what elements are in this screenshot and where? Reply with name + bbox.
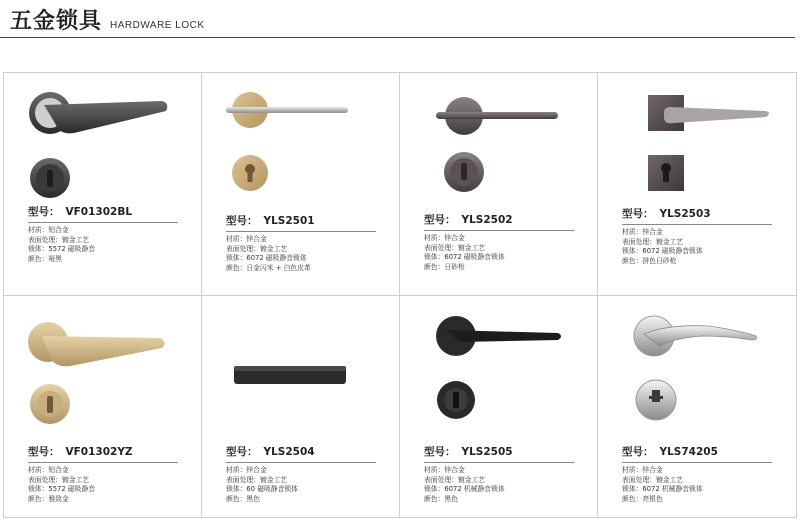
spec-lock-body: 锁体：6072 机械静音锁体 <box>622 485 703 494</box>
spec-material: 材质：锌合金 <box>622 466 663 474</box>
spec-surface: 表面处理：镀金工艺 <box>622 475 684 484</box>
spec-color: 颜色：哑黑 <box>28 254 62 263</box>
spec-lock-body: 锁体：6072 磁吸静音锁体 <box>226 254 307 263</box>
gunmetal-bar-handle-icon <box>400 73 598 213</box>
spec-material: 材质：锌合金 <box>424 234 465 242</box>
spec-color: 颜色：黑色 <box>424 494 458 503</box>
spec-lock-body: 锁体：6072 机械静音锁体 <box>424 485 505 494</box>
spec-color: 颜色：日金闪米 + 白色皮革 <box>226 263 311 272</box>
product-card[interactable] <box>400 73 598 296</box>
spec-color: 颜色：亮银色 <box>622 494 663 503</box>
gold-lever-handle-icon <box>4 296 202 436</box>
page-title: 五金锁具 <box>10 9 103 34</box>
spec-material: 材质：锌合金 <box>622 228 663 236</box>
page-subtitle: HARDWARE LOCK <box>110 20 205 31</box>
black-pull-handle-icon <box>202 296 400 436</box>
product-card[interactable] <box>598 73 796 296</box>
page-header <box>10 4 205 38</box>
spec-material: 材质：铝合金 <box>28 226 69 234</box>
model-number: 型号： YLS2503 <box>622 206 772 225</box>
spec-lock-body: 锁体：6072 磁吸静音锁体 <box>424 253 505 262</box>
spec-surface: 表面处理：镀金工艺 <box>622 237 684 246</box>
spec-surface: 表面处理：镀金工艺 <box>424 475 486 484</box>
spec-lock-body: 锁体：60 磁吸静音锁体 <box>226 485 298 494</box>
spec-material: 材质：锌合金 <box>424 466 465 474</box>
product-card[interactable] <box>4 296 202 518</box>
gold-bar-handle-icon <box>202 73 400 213</box>
spec-material: 材质：锌合金 <box>226 466 267 474</box>
product-grid <box>3 72 797 518</box>
spec-surface: 表面处理：镀金工艺 <box>28 235 90 244</box>
product-card[interactable] <box>4 73 202 296</box>
spec-color: 颜色：拼色日砂枪 <box>622 256 677 265</box>
spec-lock-body: 锁体：6072 磁吸静音锁体 <box>622 247 703 256</box>
spec-color: 颜色：黑色 <box>226 494 260 503</box>
spec-surface: 表面处理：镀金工艺 <box>424 243 486 252</box>
spec-surface: 表面处理：镀金工艺 <box>28 475 90 484</box>
spec-lock-body: 锁体：5572 磁吸静音 <box>28 245 96 254</box>
product-card[interactable] <box>202 73 400 296</box>
spec-material: 材质：铝合金 <box>28 466 69 474</box>
chrome-lever-handle-icon <box>598 296 796 436</box>
spec-color: 颜色：雅致金 <box>28 494 69 503</box>
model-number: 型号： YLS2501 <box>226 213 376 232</box>
model-number: 型号： YLS2504 <box>226 444 376 463</box>
product-card[interactable] <box>202 296 400 518</box>
spec-color: 颜色：日砂枪 <box>424 262 465 271</box>
black-bar-handle-icon <box>400 296 598 436</box>
model-number: 型号： YLS2502 <box>424 212 574 231</box>
spec-material: 材质：锌合金 <box>226 235 267 243</box>
header-divider <box>0 37 795 38</box>
product-card[interactable] <box>598 296 796 518</box>
spec-lock-body: 锁体：5572 磁吸静音 <box>28 485 96 494</box>
black-lever-handle-icon <box>4 73 202 213</box>
spec-surface: 表面处理：镀金工艺 <box>226 244 288 253</box>
product-card[interactable] <box>400 296 598 518</box>
model-number: 型号： VF01302BL <box>28 204 178 223</box>
spec-surface: 表面处理：镀金工艺 <box>226 475 288 484</box>
model-number: 型号： YLS2505 <box>424 444 574 463</box>
model-number: 型号： YLS74205 <box>622 444 772 463</box>
square-rose-handle-icon <box>598 73 796 213</box>
model-number: 型号： VF01302YZ <box>28 444 178 463</box>
